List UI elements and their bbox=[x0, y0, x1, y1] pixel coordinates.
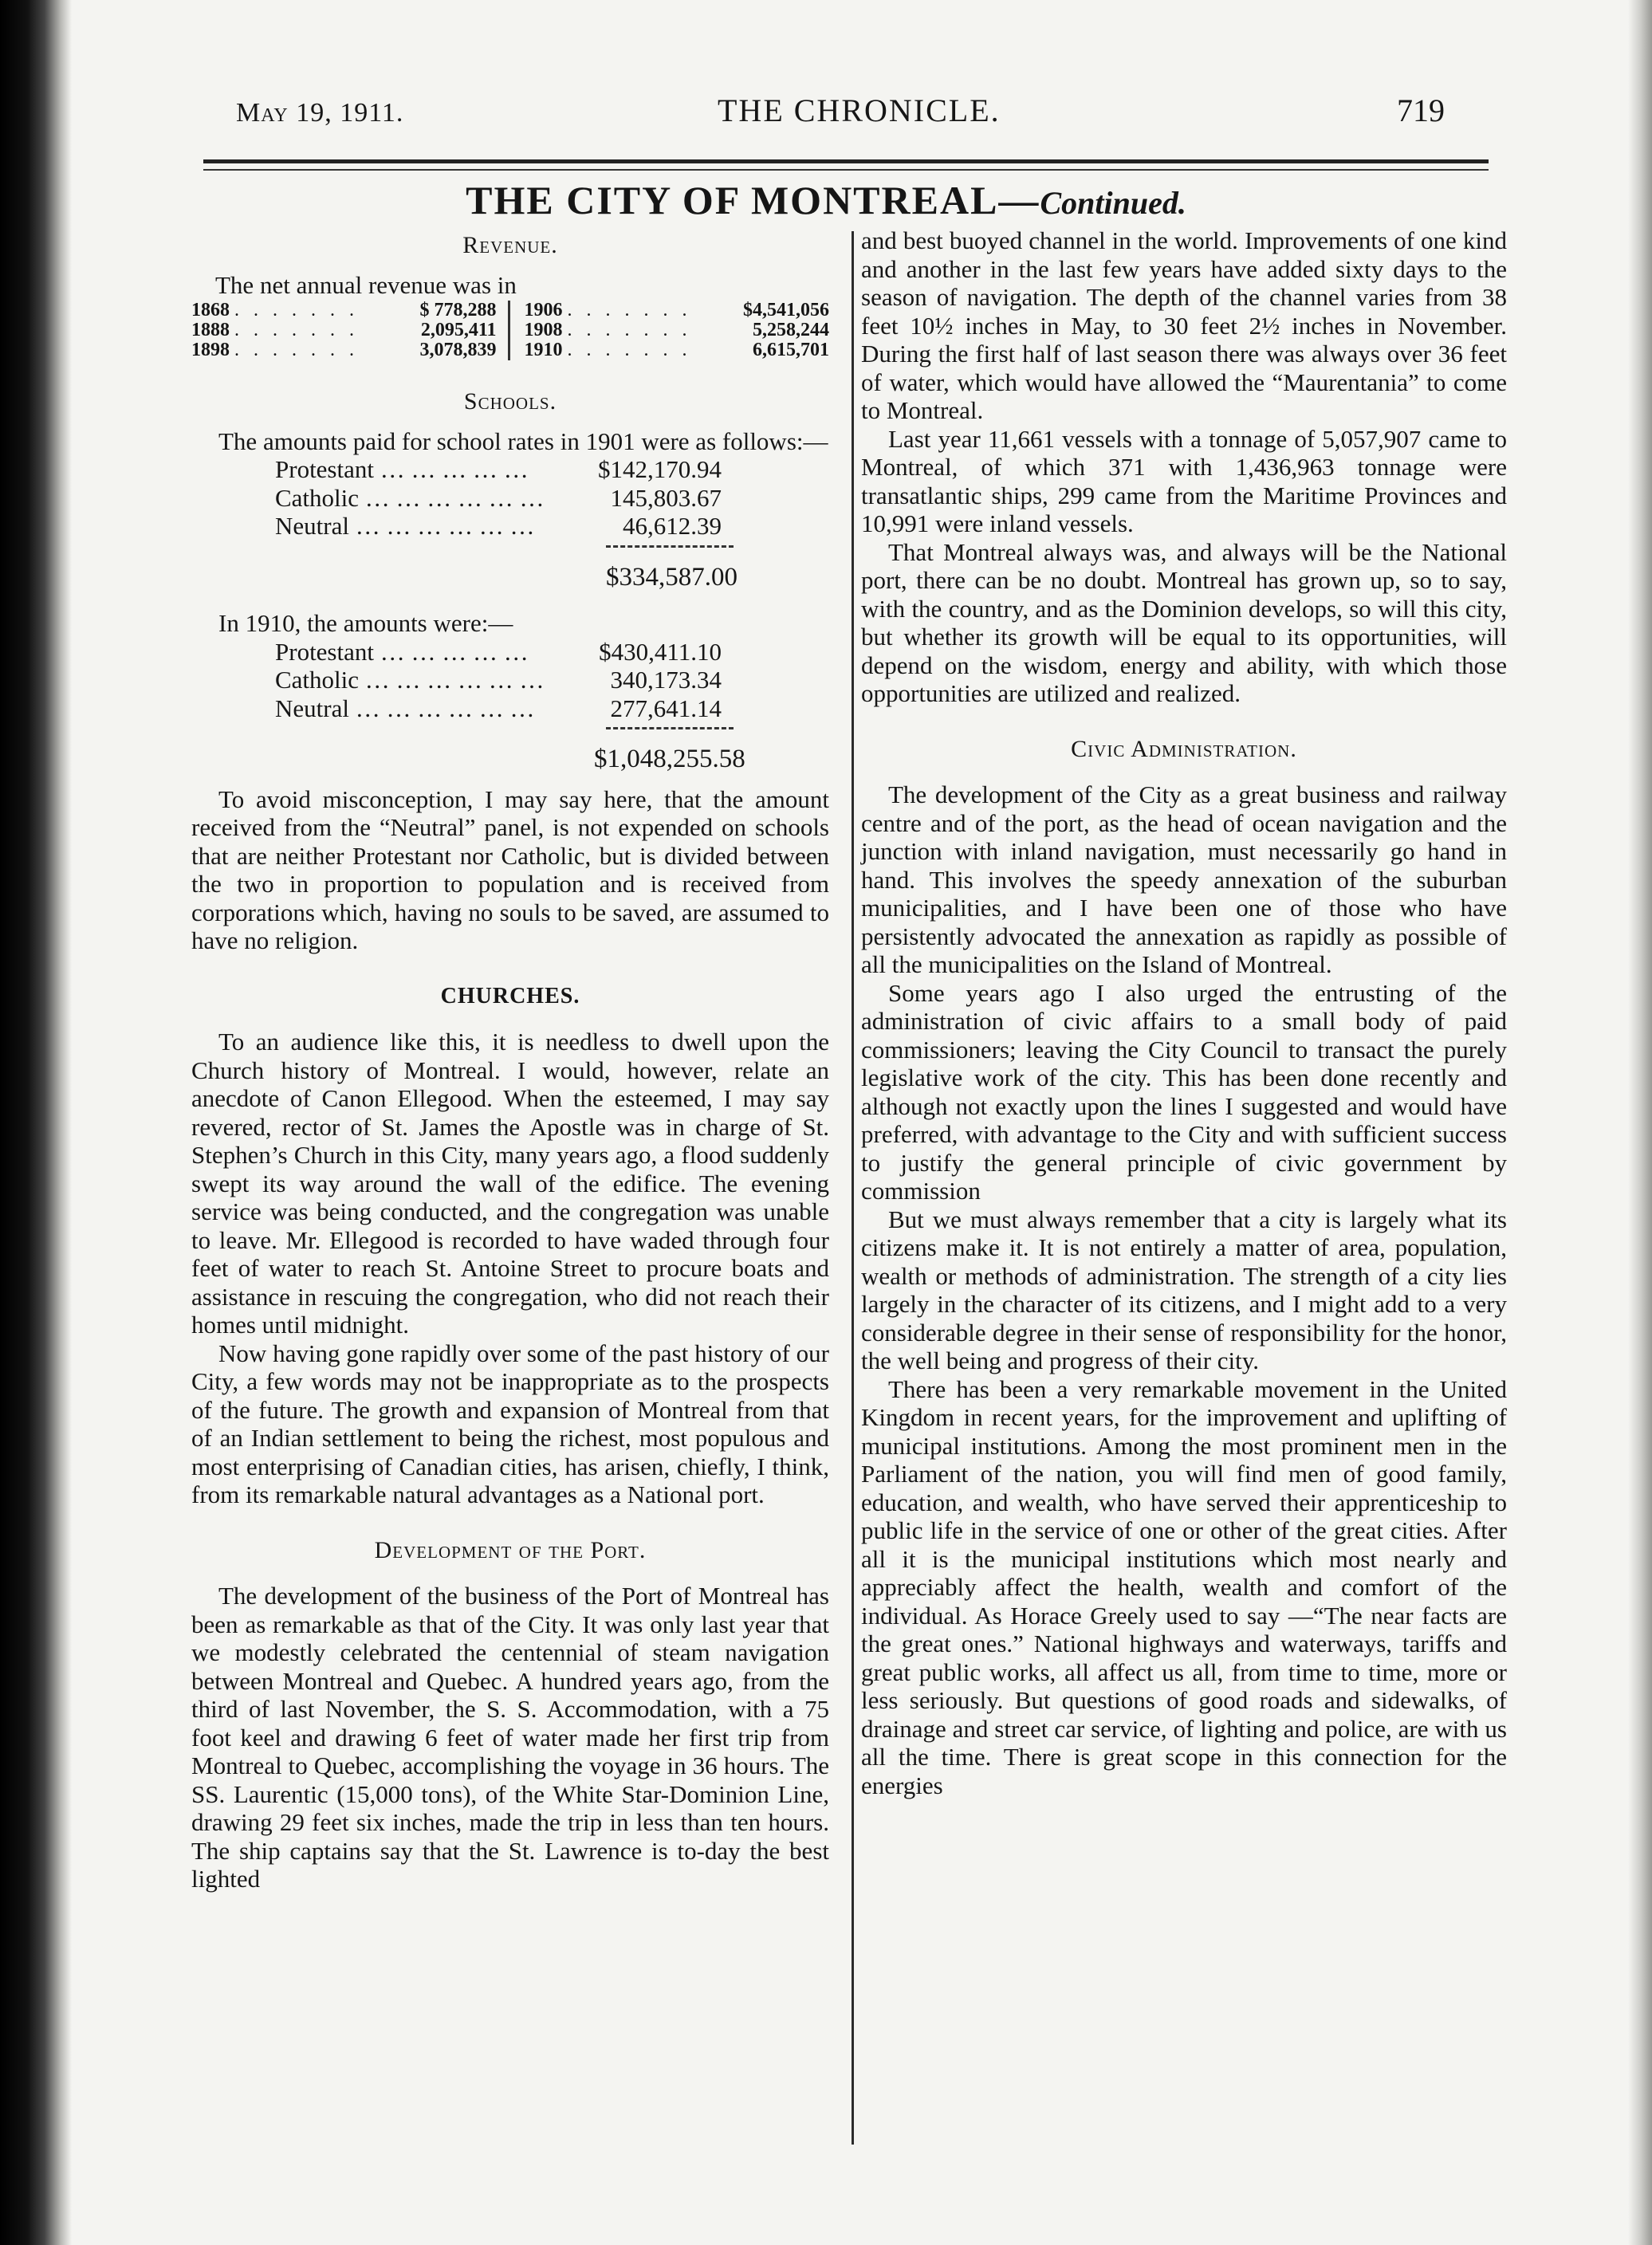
column-divider bbox=[852, 231, 854, 2145]
rate-row bbox=[275, 638, 722, 666]
civic-heading: Civic Administration. bbox=[1071, 735, 1297, 762]
revenue-amount: 3,078,839 bbox=[419, 340, 497, 360]
rate-row bbox=[275, 512, 722, 541]
page-edge-shadow bbox=[1628, 0, 1652, 2245]
revenue-table bbox=[191, 301, 829, 360]
civic-paragraph: There has been a very remarkable movement in the United Kingdom in recent years, for the improvement and uplifting of municipal institutions. Among the most prominent men in the Parliament of the nation, you will find men of good family, education, and wealth, who have served their apprenticeship to public life in the service of one or other of the great cities. After all it is the municipal institutions which most nearly and appreciably affect the health, wealth and comfort of the individual. As Horace Greely used to say —“The near facts are the great ones.” National highways and waterways, tariffs and great public works, all affect us all, from time to time, more or less seriously. But questions of good roads and sidewalks, of drainage and street car service, of lighting and police, are with us all the time. There is great scope in this connection for the energies bbox=[861, 1374, 1507, 1799]
total-1901: $334,587.00 bbox=[606, 562, 738, 592]
rate-value: $142,170.94 bbox=[598, 455, 722, 483]
leader-dots: . . . . . . . bbox=[567, 301, 692, 320]
churches-heading: CHURCHES. bbox=[440, 983, 580, 1008]
port-paragraph-continued: and best buoyed channel in the world. Improvements of one kind and another in the last few years have added sixty days to the season of navigation. The depth of the channel varies from 38 feet 10½ inches in May, to 30 feet 2½ inches in November. During the first half of last season there was always over 36 feet of water, which would have allowed the “Maurentania” to come to Montreal. bbox=[861, 226, 1507, 424]
civic-paragraph: But we must always remember that a city is largely what its citizens make it. It is not entirely a matter of area, population, wealth or methods of administration. The strength of a city lies largely in the character of its citizens, and I might add to a very considerable degree in their sense of responsibility for the honor, the well being and progress of their city. bbox=[861, 1205, 1507, 1374]
rate-value: $430,411.10 bbox=[599, 637, 722, 666]
revenue-year: 1888 bbox=[191, 320, 230, 340]
rate-label: Catholic … … … … … … bbox=[275, 666, 545, 694]
rate-value: 277,641.14 bbox=[610, 694, 722, 722]
header-rule-thin bbox=[203, 169, 1489, 171]
revenue-year: 1906 bbox=[524, 300, 563, 320]
rate-row bbox=[275, 694, 722, 723]
revenue-heading: Revenue. bbox=[462, 232, 558, 258]
leader-dots: . . . . . . . bbox=[567, 340, 692, 360]
port-paragraph: The development of the business of the Port of Montreal has been as remarkable as that of the City. It was only last year that we modestly celebrated the centennial of steam navigation between Montreal and Quebec. A hundred years ago, from the third of last November, the S. S. Accommodation, with a 75 foot keel and drawing 6 feet of water made her first trip from Montreal to Quebec, accomplishing the voyage in 36 hours. The SS. Laurentic (15,000 tons), of the White Star-Dominion Line, drawing 29 feet six inches, made the trip in less than ten hours. The ship captains say that the St. Lawrence is to-day the best lighted bbox=[191, 1582, 829, 1893]
port-paragraph: Last year 11,661 vessels with a tonnage of 5,057,907 came to Montreal, of which 371 with 1,436,963 tonnage were transatlantic ships, 299 came from the Maritime Provinces and 10,991 were inland vessels. bbox=[861, 424, 1507, 537]
rate-value: 46,612.39 bbox=[623, 512, 722, 540]
rate-row bbox=[275, 484, 722, 513]
neutral-panel-note: To avoid misconception, I may say here, that the amount received from the “Neutral” panel, is not expended on schools that are neither Protestant nor Catholic, but is divided between the two in proportion to population and is received from corporations which, having no souls to be saved, are assumed to have no religion. bbox=[191, 784, 829, 954]
revenue-row bbox=[525, 340, 830, 360]
churches-paragraph: To an audience like this, it is needless to dwell upon the Church history of Montreal. I would, however, relate an anecdote of Canon Ellegood. When the esteemed, I may say revered, rector of St. James the Apostle was in charge of St. Stephen’s Church in this City, many years ago, a flood suddenly swept its way around the wall of the edifice. The evening service was being conducted, and the congregation was unable to leave. Mr. Ellegood is recorded to have waded through four feet of water to reach St. Antoine Street to procure boats and assistance in rescuing the congregation, who did not reach their homes until midnight. bbox=[191, 1028, 829, 1339]
article-title bbox=[0, 177, 1652, 223]
port-paragraph: That Montreal always was, and always will be the National port, there can be no doubt. Montreal has grown up, so to say, with the country, and as the Dominion develops, so will this city, but whether its growth will be equal to its opportunities, will depend on the wisdom, energy and ability, with which those opportunities are utilized and realized. bbox=[861, 537, 1507, 707]
leader-dots: . . . . . . . bbox=[234, 301, 359, 320]
schools-intro: The amounts paid for school rates in 1901 were as follows:— bbox=[218, 427, 828, 455]
revenue-row bbox=[525, 301, 830, 320]
revenue-amount: 5,258,244 bbox=[753, 320, 829, 340]
revenue-amount: $4,541,056 bbox=[743, 300, 829, 320]
rate-label: Protestant … … … … … bbox=[275, 637, 529, 666]
schools-heading: Schools. bbox=[463, 388, 557, 415]
rate-row bbox=[275, 666, 722, 694]
sum-rule bbox=[606, 545, 734, 552]
publication-name: THE CHRONICLE. bbox=[718, 92, 1001, 128]
school-rates-1910 bbox=[275, 638, 722, 723]
revenue-row bbox=[191, 301, 497, 320]
revenue-amount: 6,615,701 bbox=[753, 340, 829, 360]
rate-label: Neutral … … … … … … bbox=[275, 512, 535, 540]
issue-date: May 19, 1911. bbox=[236, 98, 404, 128]
revenue-table-left bbox=[191, 301, 510, 360]
revenue-year: 1868 bbox=[191, 300, 230, 320]
rate-value: 340,173.34 bbox=[610, 666, 722, 694]
rate-row bbox=[275, 455, 722, 484]
revenue-amount: 2,095,411 bbox=[420, 320, 497, 340]
rate-label: Catholic … … … … … … bbox=[275, 483, 545, 512]
port-heading: Development of the Port. bbox=[374, 1536, 647, 1563]
book-binding-shadow bbox=[0, 0, 72, 2245]
revenue-row bbox=[525, 320, 830, 340]
revenue-table-right bbox=[510, 301, 830, 360]
article-title-main: THE CITY OF MONTREAL— bbox=[466, 178, 1040, 222]
total-1910: $1,048,255.58 bbox=[594, 745, 745, 773]
header-rule-thick bbox=[203, 159, 1489, 163]
left-column bbox=[191, 231, 829, 1893]
schools-intro-1910: In 1910, the amounts were:— bbox=[218, 609, 513, 637]
civic-paragraph: The development of the City as a great business and railway centre and of the port, as the head of ocean navigation and the junction with inland navigation, must necessarily go hand in hand. This involves the speedy annexation of the suburban municipalities, and I have been one of those who have persistently advocated the annexation as rapidly as possible of all the municipalities on the Island of Montreal. bbox=[861, 780, 1507, 978]
rate-label: Protestant … … … … … bbox=[275, 455, 529, 483]
leader-dots: . . . . . . . bbox=[567, 320, 692, 340]
revenue-year: 1908 bbox=[524, 320, 563, 340]
churches-paragraph: Now having gone rapidly over some of the past history of our City, a few words may not be inappropriate as to the prospects of the future. The growth and expansion of Montreal from that of an Indian settlement to being the richest, most populous and most enterprising of Canadian cities, has arisen, chiefly, I think, from its remarkable natural advantages as a National port. bbox=[191, 1339, 829, 1508]
revenue-intro: The net annual revenue was in bbox=[215, 270, 517, 299]
rate-label: Neutral … … … … … … bbox=[275, 694, 535, 722]
revenue-amount: $ 778,288 bbox=[419, 300, 497, 320]
article-title-continued: Continued. bbox=[1040, 185, 1186, 221]
revenue-year: 1910 bbox=[524, 340, 563, 360]
page-number: 719 bbox=[1397, 92, 1445, 128]
leader-dots: . . . . . . . bbox=[234, 320, 359, 340]
running-header bbox=[0, 84, 1652, 140]
revenue-row bbox=[191, 320, 497, 340]
right-column bbox=[861, 226, 1507, 1799]
revenue-year: 1898 bbox=[191, 340, 230, 360]
leader-dots: . . . . . . . bbox=[234, 340, 359, 360]
civic-paragraph: Some years ago I also urged the entrusting of the administration of civic affairs to a small body of paid commissioners; leaving the City Council to transact the purely legislative work of the city. This has been done recently and although not exactly upon the lines I suggested and would have preferred, with advantage to the City and with sufficient success to justify the general principle of civic government by commission bbox=[861, 978, 1507, 1205]
rate-value: 145,803.67 bbox=[610, 483, 722, 512]
sum-rule bbox=[606, 727, 734, 734]
school-rates-1901 bbox=[275, 455, 722, 541]
revenue-row bbox=[191, 340, 497, 360]
